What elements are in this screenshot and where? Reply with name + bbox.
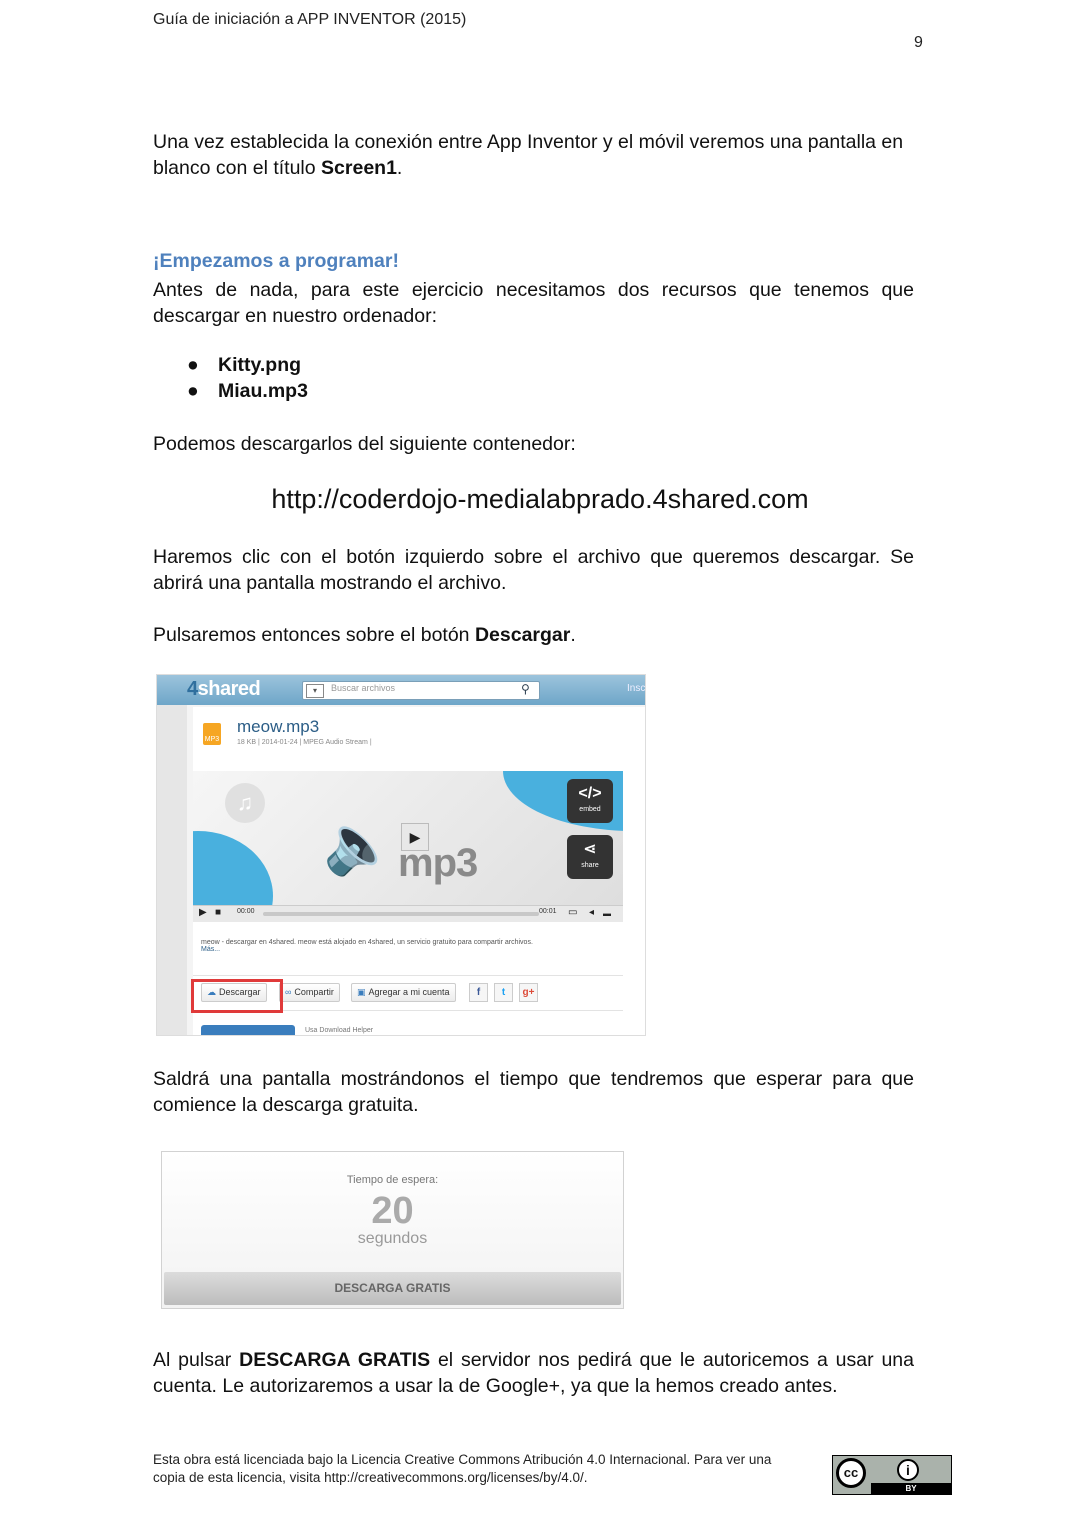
- section-heading: ¡Empezamos a programar!: [153, 250, 399, 272]
- music-note-icon: ♫: [225, 783, 265, 823]
- fullscreen-icon[interactable]: ▭: [568, 907, 578, 918]
- progress-track[interactable]: [263, 912, 539, 916]
- share-button[interactable]: ⋖ share: [567, 835, 613, 879]
- page-number: 9: [914, 34, 923, 51]
- volume-icon[interactable]: ◂: [589, 907, 595, 918]
- wait-seconds: 20: [371, 1190, 414, 1232]
- final-paragraph: Al pulsar DESCARGA GRATIS el servidor nos pedirá que le autoricemos a usar una cuenta. Le autorizaremos a usar la de Google+, ya que la hemos creado antes.: [153, 1349, 914, 1397]
- intro-paragraph: Una vez establecida la conexión entre App Inventor y el móvil veremos una pantalla en blanco con el título Screen1.: [153, 131, 904, 179]
- more-link[interactable]: Más...: [201, 946, 221, 953]
- wait-unit: segundos: [357, 1230, 428, 1247]
- document-icon[interactable]: ▾: [306, 684, 324, 698]
- site-topbar: [157, 675, 645, 705]
- link-icon: ∞: [285, 987, 292, 997]
- container-url[interactable]: http://coderdojo-medialabprado.4shared.com: [271, 484, 809, 514]
- download-helper-text: Usa Download Helper: [305, 1027, 374, 1034]
- volume-slider[interactable]: ▬: [603, 909, 611, 918]
- play-overlay-icon[interactable]: ▶: [401, 823, 429, 851]
- google-plus-icon[interactable]: g+: [519, 983, 538, 1002]
- wait-paragraph: Saldrá una pantalla mostrándonos el tiempo que tendremos que esperar para que comience la descarga gratuita.: [153, 1068, 914, 1116]
- cc-logo-icon: cc: [836, 1458, 866, 1488]
- player-controls: [193, 905, 623, 922]
- account-icon: ▣: [357, 987, 366, 997]
- screen1-bold: Screen1: [321, 157, 397, 179]
- facebook-icon[interactable]: f: [469, 983, 488, 1002]
- license-footer: Esta obra está licenciada bajo la Licencia Creative Commons Atribución 4.0 Internacional. Para ver una copia de esta licencia, visita http://creativecommons.org/licenses/by/4.0/.: [153, 1452, 772, 1485]
- search-placeholder: Buscar archivos: [331, 683, 396, 693]
- descargar-bold: Descargar: [474, 624, 571, 646]
- decor-blob: [193, 831, 273, 905]
- add-to-account-button[interactable]: ▣ Agregar a mi cuenta: [351, 983, 456, 1002]
- container-paragraph: Podemos descargarlos del siguiente contenedor:: [153, 433, 576, 455]
- audio-player: [193, 771, 623, 905]
- press-paragraph: Pulsaremos entonces sobre el botón Descargar.: [153, 624, 576, 646]
- speaker-icon: 🔈: [323, 812, 396, 877]
- resources-paragraph: Antes de nada, para este ejercicio necesitamos dos recursos que tenemos que descargar en nuestro ordenador:: [153, 279, 914, 327]
- twitter-icon[interactable]: t: [494, 983, 513, 1002]
- attribution-icon: i: [897, 1459, 919, 1481]
- signup-link[interactable]: Insc: [627, 683, 646, 694]
- time-start: 00:00: [237, 908, 255, 915]
- descarga-gratis-bold: DESCARGA GRATIS: [239, 1349, 431, 1371]
- search-input[interactable]: [302, 681, 540, 700]
- mp3-file-icon: MP3: [203, 723, 221, 745]
- header-title: Guía de iniciación a APP INVENTOR (2015): [153, 11, 467, 28]
- mp3-label: mp3: [398, 841, 478, 885]
- compartir-button[interactable]: ∞ Compartir: [279, 983, 340, 1002]
- file-description: meow - descargar en 4shared. meow está alojado en 4shared, un servicio gratuito para compartir archivos. Más...: [201, 939, 621, 953]
- embed-button[interactable]: </> embed: [567, 779, 613, 823]
- 4shared-logo[interactable]: 4shared: [187, 678, 261, 700]
- cloud-download-icon: ☁: [207, 987, 216, 997]
- share-icon: ⋖: [583, 841, 597, 858]
- by-label: BY: [871, 1483, 951, 1494]
- cc-by-badge[interactable]: [832, 1455, 952, 1495]
- file-meta: 18 KB | 2014-01-24 | MPEG Audio Stream |: [237, 739, 372, 746]
- list-item: ● Miau.mp3: [187, 380, 308, 402]
- code-icon: </>: [578, 785, 602, 802]
- download-button[interactable]: ☁ Descargar: [201, 983, 267, 1002]
- promo-button[interactable]: [201, 1025, 295, 1036]
- screenshot-wait: [161, 1151, 624, 1309]
- click-paragraph: Haremos clic con el botón izquierdo sobre el archivo que queremos descargar. Se abrirá una pantalla mostrando el archivo.: [153, 546, 914, 594]
- screenshot-4shared: [156, 674, 646, 1036]
- search-icon[interactable]: ⚲: [521, 682, 530, 696]
- wait-label: Tiempo de espera:: [346, 1174, 439, 1186]
- list-item: ● Kitty.png: [187, 354, 302, 376]
- file-title[interactable]: meow.mp3: [237, 717, 320, 736]
- play-icon[interactable]: ▶: [199, 907, 207, 918]
- highlight-box: [191, 979, 283, 1013]
- time-end: 00:01: [539, 908, 557, 915]
- stop-icon[interactable]: ■: [215, 907, 222, 918]
- free-download-button[interactable]: DESCARGA GRATIS: [164, 1272, 621, 1305]
- left-strip: [157, 705, 187, 1035]
